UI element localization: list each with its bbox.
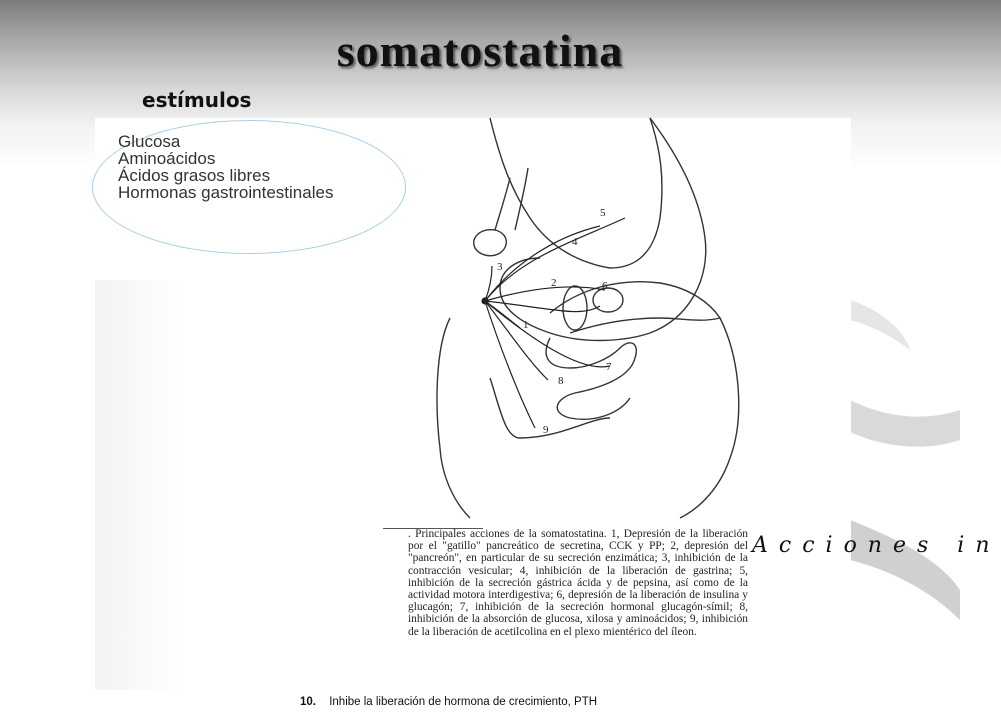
- stimulus-item: Glucosa: [118, 132, 181, 151]
- islet-2: [593, 288, 623, 312]
- diagram-label: 9: [543, 424, 549, 436]
- islet-1: [563, 286, 587, 330]
- stimulus-item: Aminoácidos: [118, 149, 216, 168]
- footnote-number: 10.: [300, 696, 316, 708]
- diagram-label: 4: [572, 236, 578, 248]
- stimulus-item: Hormonas gastrointestinales: [118, 183, 334, 202]
- pancreas: [550, 282, 720, 333]
- stimuli-list: [118, 133, 333, 201]
- footnote: [300, 696, 597, 708]
- diagram-label: 3: [497, 261, 503, 273]
- scan-shadow: [95, 280, 185, 690]
- diagram-label: 7: [606, 361, 612, 373]
- bile-duct: [495, 168, 528, 230]
- figure-caption: . Principales acciones de la somatostatina. 1, Depresión de la liberación por el "gatillo" pancreático de secretina, CCK y PP; 2, depresión del "pancreón", en particular de su secreción enzimática; 3, inhibición de la contracción vesicular; 4, inhibición de la liberación de gastrina; 5, inhibición de la secreción gástrica ácida y de pepsina, así como de la actividad motora interdigestiva; 6, depresión de la liberación de insulina y glucagón; 7, inhibición de la secreción hormonal glucagón-símil; 8, inhibición de la absorción de glucosa, xilosa y aminoácidos; 9, inhibición de la liberación de acetilcolina en el plexo mientérico del íleon.: [408, 528, 748, 638]
- overflowing-heading: Acciones in: [752, 533, 1001, 558]
- ileum: [490, 378, 610, 438]
- diagram-label: 2: [551, 277, 557, 289]
- slide-title: somatostatina: [336, 25, 624, 76]
- stimulus-item: Ácidos grasos libres: [118, 166, 271, 185]
- slide-subtitle: estímulos: [142, 88, 252, 112]
- diagram-label: 5: [600, 207, 606, 219]
- diagram-label: 8: [558, 375, 564, 387]
- colon-left: [437, 318, 470, 518]
- stomach-inner: [550, 118, 706, 341]
- anatomy-diagram: [380, 118, 780, 518]
- colon-right: [680, 318, 739, 518]
- diagram-label: 6: [602, 280, 608, 292]
- gallbladder: [474, 230, 507, 256]
- footnote-text: Inhibe la liberación de hormona de crecimiento, PTH: [329, 696, 598, 708]
- diagram-label: 1: [523, 319, 529, 331]
